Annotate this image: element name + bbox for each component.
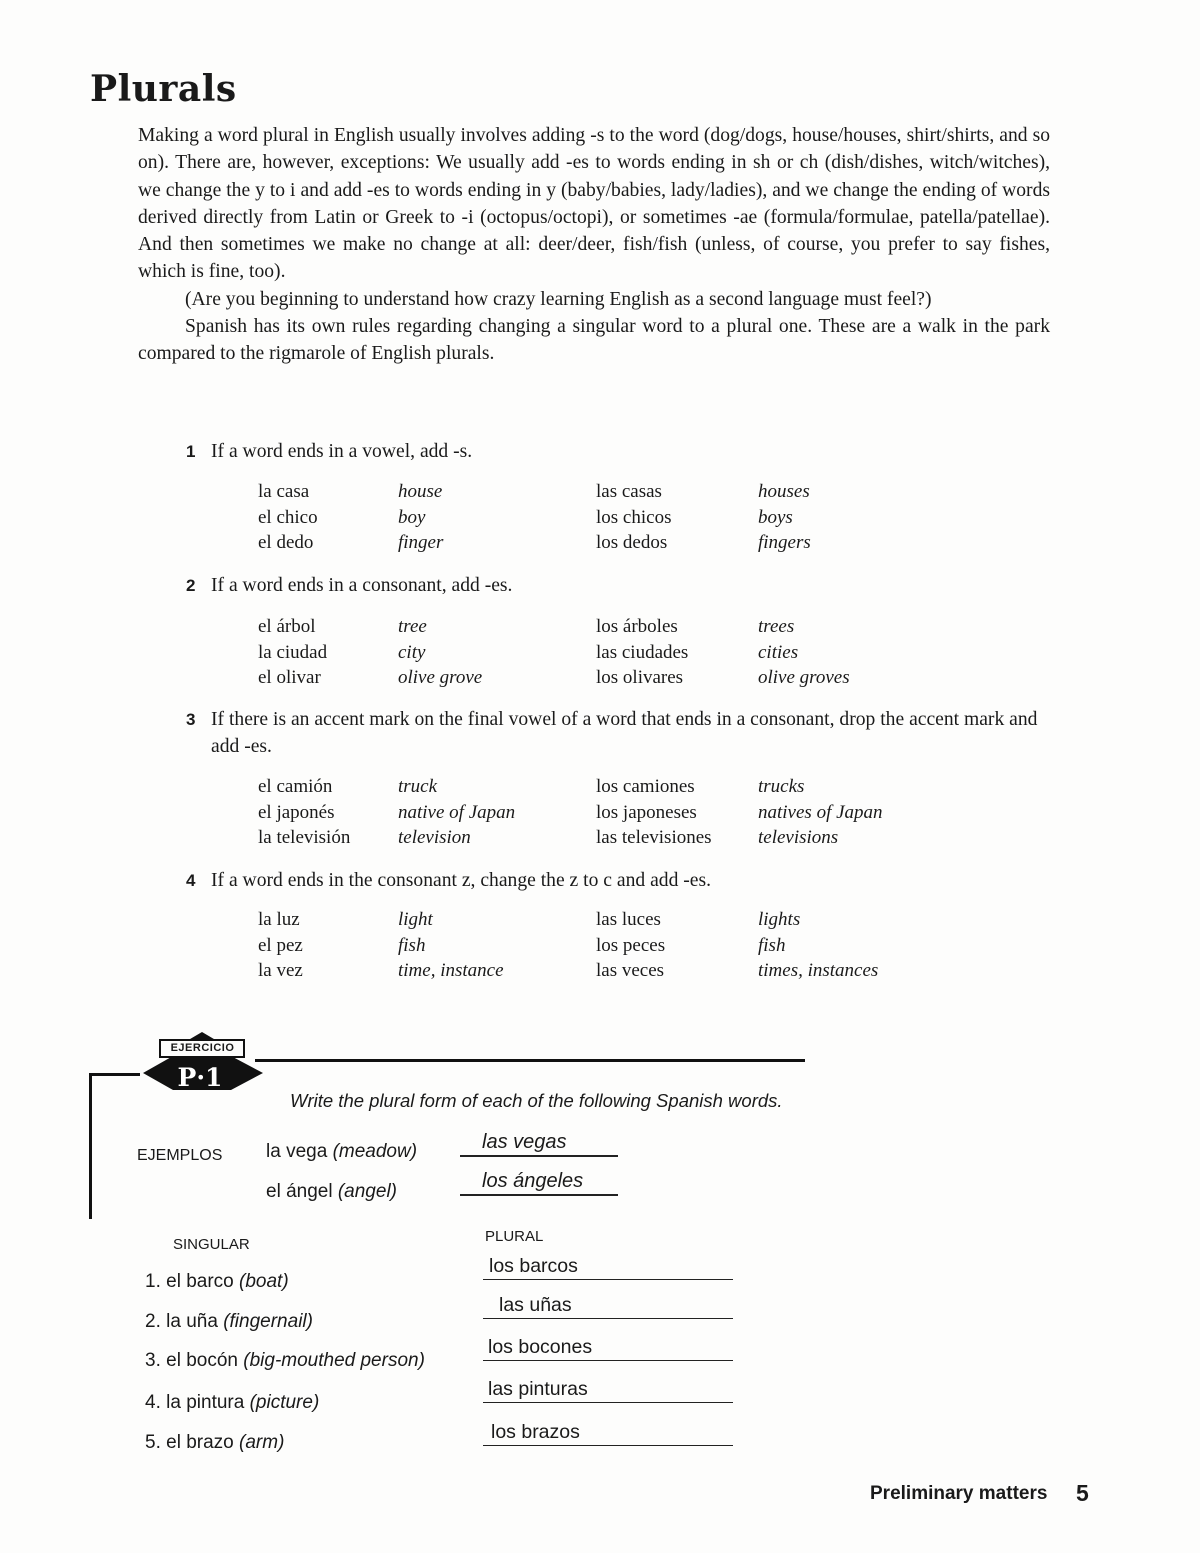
singular-word: el dedo xyxy=(258,532,314,553)
singular-word: el chico xyxy=(258,506,318,528)
rule-number: 2 xyxy=(186,576,196,595)
rule-4 xyxy=(186,867,1056,894)
singular-word: el japonés xyxy=(258,801,335,823)
item-gloss: (big-mouthed person) xyxy=(243,1350,425,1371)
singular-column-label: SINGULAR xyxy=(173,1236,250,1253)
plural-translation: trucks xyxy=(758,776,805,797)
plural-word: los chicos xyxy=(596,506,672,528)
intro-paragraph-1: Making a word plural in English usually involves adding -s to the word (dog/dogs, house/houses, shirt/shirts, and so on). There are, however, exceptions: We usually add -es to words ending in sh or ch (dish/dishes, witch/witches), we change the y to i and add -es to words ending in y (baby/babies, lady/ladies), and we change the ending of words derived directly from Latin or Greek to -i (octopus/octopi), or sometimes -ae (formula/formulae, patella/patellae). And then sometimes we make no change at all: deer/deer, fish/fish (unless, of course, you prefer to say fishes, which is fine, too). xyxy=(138,125,1050,283)
plural-translation: boys xyxy=(758,506,793,528)
exercise-instruction: Write the plural form of each of the following Spanish words. xyxy=(290,1090,783,1111)
item-number: 1. xyxy=(145,1271,161,1292)
plural-word: los olivares xyxy=(596,667,684,688)
singular-translation: time, instance xyxy=(398,960,504,981)
plural-word: los dedos xyxy=(596,532,668,553)
example-answer: las vegas xyxy=(460,1131,618,1157)
intro-paragraph-3: Spanish has its own rules regarding changing a singular word to a plural one. These are a walk in the park compared to the rigmarole of English plurals. xyxy=(138,316,1050,365)
singular-translation: house xyxy=(398,481,443,502)
exercise-number: P·1 xyxy=(177,1063,223,1092)
singular-word: la vez xyxy=(258,960,303,981)
item-gloss: (fingernail) xyxy=(223,1311,313,1332)
page-title: Plurals xyxy=(90,68,237,110)
item-word: la pintura xyxy=(166,1392,245,1413)
item-word: el brazo xyxy=(166,1432,234,1453)
item-gloss: (arm) xyxy=(239,1432,285,1453)
exercise-left-bracket xyxy=(89,1073,92,1219)
singular-word: la ciudad xyxy=(258,641,328,663)
singular-translation: olive grove xyxy=(398,667,483,688)
example-word xyxy=(266,1141,417,1163)
plural-translation: fish xyxy=(758,934,786,956)
examples-label: EJEMPLOS xyxy=(137,1147,223,1164)
plural-word: los árboles xyxy=(596,616,678,637)
singular-word: la casa xyxy=(258,481,310,502)
item-number: 3. xyxy=(145,1350,161,1371)
answer-field[interactable]: los bocones xyxy=(483,1335,733,1361)
exercise-item xyxy=(145,1271,289,1293)
plural-word: los camiones xyxy=(596,776,695,797)
plural-translation: times, instances xyxy=(758,960,879,981)
example-spanish: la vega xyxy=(266,1141,328,1162)
rule-3 xyxy=(186,706,1056,760)
singular-word: el olivar xyxy=(258,667,321,688)
example-answer: los ángeles xyxy=(460,1170,618,1196)
item-number: 5. xyxy=(145,1432,161,1453)
singular-translation: city xyxy=(398,641,426,663)
plural-translation: cities xyxy=(758,641,799,663)
rule-number: 3 xyxy=(186,710,196,729)
singular-word: la luz xyxy=(258,909,300,930)
rule-number: 1 xyxy=(186,442,196,461)
rule-text: If there is an accent mark on the final vowel of a word that ends in a consonant, drop the accent mark and add -es. xyxy=(211,709,1038,757)
plural-word: las casas xyxy=(596,481,662,502)
exercise-item xyxy=(145,1350,425,1372)
singular-translation: boy xyxy=(398,506,426,528)
plural-word: las veces xyxy=(596,960,665,981)
intro-paragraph-2: (Are you beginning to understand how crazy learning English as a second language must feel?) xyxy=(185,288,932,310)
plural-word: los peces xyxy=(596,934,666,956)
singular-translation: light xyxy=(398,909,433,930)
exercise-item xyxy=(145,1311,313,1333)
plural-translation: televisions xyxy=(758,827,839,848)
singular-word: el pez xyxy=(258,934,303,956)
plural-translation: trees xyxy=(758,616,795,637)
example-word xyxy=(266,1181,397,1203)
plural-word: las luces xyxy=(596,909,661,930)
rule-1 xyxy=(186,438,1056,465)
rule-text: If a word ends in a consonant, add -es. xyxy=(211,575,513,596)
plural-translation: fingers xyxy=(758,532,811,553)
answer-field[interactable]: los brazos xyxy=(483,1420,733,1446)
intro-text xyxy=(138,122,1050,368)
item-word: el barco xyxy=(166,1271,234,1292)
singular-translation: truck xyxy=(398,776,438,797)
singular-translation: fish xyxy=(398,934,426,956)
item-word: la uña xyxy=(166,1311,218,1332)
answer-field[interactable]: las pinturas xyxy=(483,1377,733,1403)
example-gloss: (angel) xyxy=(337,1181,397,1202)
exercise-label: EJERCICIO xyxy=(170,1042,235,1054)
plural-translation: houses xyxy=(758,481,810,502)
singular-translation: native of Japan xyxy=(398,801,516,823)
singular-translation: tree xyxy=(398,616,427,637)
answer-field[interactable]: las uñas xyxy=(483,1293,733,1319)
plural-word: los japoneses xyxy=(596,801,697,823)
exercise-item xyxy=(145,1392,319,1414)
singular-word: la televisión xyxy=(258,827,351,848)
exercise-top-rule xyxy=(255,1059,805,1062)
plural-word: las ciudades xyxy=(596,641,689,663)
rule-number: 4 xyxy=(186,871,196,890)
plural-translation: natives of Japan xyxy=(758,801,883,823)
example-gloss: (meadow) xyxy=(332,1141,418,1162)
answer-field[interactable]: los barcos xyxy=(483,1254,733,1280)
page-number: 5 xyxy=(1076,1480,1089,1506)
rule-2 xyxy=(186,572,1056,599)
plural-column-label: PLURAL xyxy=(485,1228,544,1245)
item-gloss: (picture) xyxy=(249,1392,320,1413)
singular-word: el árbol xyxy=(258,616,316,637)
footer-section-title: Preliminary matters xyxy=(870,1483,1048,1504)
plural-word: las televisiones xyxy=(596,827,712,848)
item-number: 4. xyxy=(145,1392,161,1413)
exercise-item xyxy=(145,1432,284,1454)
example-spanish: el ángel xyxy=(266,1181,333,1202)
rule-text: If a word ends in the consonant z, change the z to c and add -es. xyxy=(211,870,712,891)
exercise-left-rule xyxy=(90,1073,140,1076)
rule-text: If a word ends in a vowel, add -s. xyxy=(211,441,473,462)
item-gloss: (boat) xyxy=(239,1271,289,1292)
singular-translation: finger xyxy=(398,532,444,553)
singular-translation: television xyxy=(398,827,471,848)
item-word: el bocón xyxy=(166,1350,238,1371)
item-number: 2. xyxy=(145,1311,161,1332)
plural-translation: lights xyxy=(758,909,801,930)
plural-translation: olive groves xyxy=(758,667,850,688)
singular-word: el camión xyxy=(258,776,333,797)
